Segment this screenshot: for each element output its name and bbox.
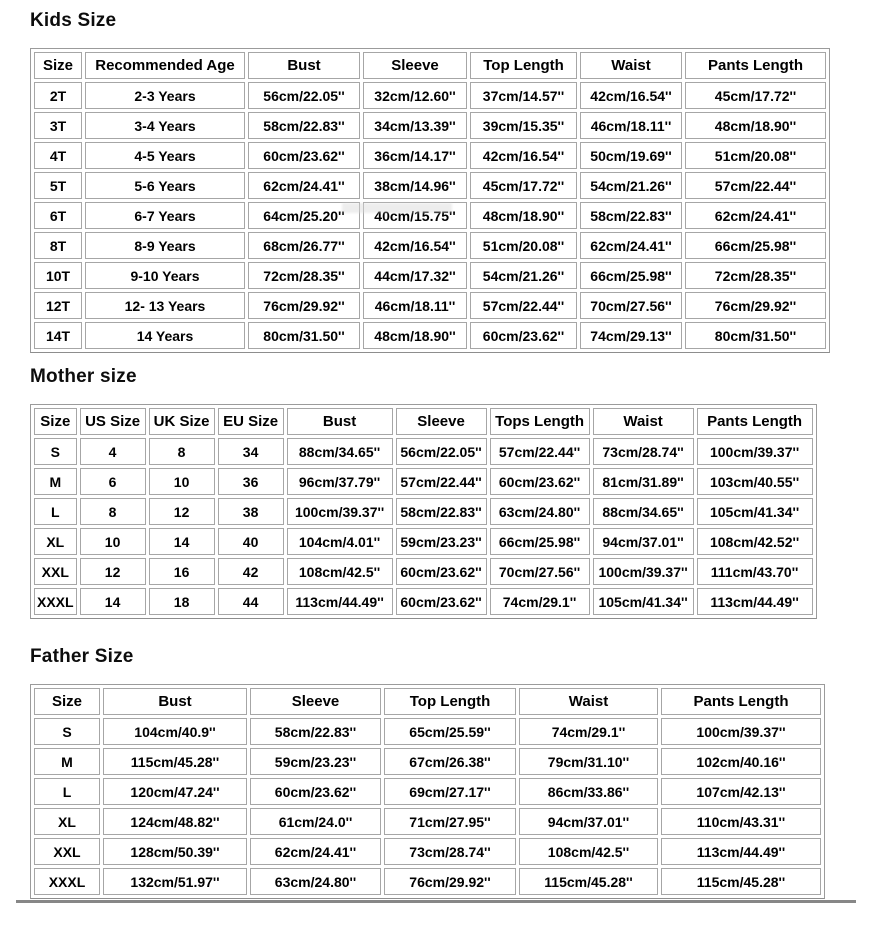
table-cell: 115cm/45.28''	[661, 868, 821, 895]
table-cell: 6	[80, 468, 146, 495]
table-cell: 10T	[34, 262, 82, 289]
mother-size-title: Mother size	[30, 366, 137, 387]
table-cell: 4T	[34, 142, 82, 169]
table-cell: 44cm/17.32''	[363, 262, 467, 289]
column-header: Recommended Age	[85, 52, 245, 79]
table-cell: 8T	[34, 232, 82, 259]
kids-size-title: Kids Size	[30, 10, 117, 31]
column-header: Waist	[519, 688, 658, 715]
table-cell: 80cm/31.50''	[248, 322, 360, 349]
table-cell: 57cm/22.44''	[470, 292, 577, 319]
table-cell: 108cm/42.5''	[519, 838, 658, 865]
table-cell: 100cm/39.37''	[287, 498, 393, 525]
table-cell: 69cm/27.17''	[384, 778, 516, 805]
table-cell: 48cm/18.90''	[685, 112, 826, 139]
table-cell: 9-10 Years	[85, 262, 245, 289]
table-cell: 54cm/21.26''	[580, 172, 682, 199]
table-cell: 45cm/17.72''	[685, 82, 826, 109]
table-cell: 73cm/28.74''	[593, 438, 694, 465]
column-header: Top Length	[384, 688, 516, 715]
table-cell: 62cm/24.41''	[685, 202, 826, 229]
table-cell: 58cm/22.83''	[396, 498, 487, 525]
table-cell: 115cm/45.28''	[519, 868, 658, 895]
column-header: Bust	[103, 688, 247, 715]
table-cell: 38	[218, 498, 284, 525]
table-cell: 74cm/29.1''	[490, 588, 590, 615]
table-cell: 108cm/42.52''	[697, 528, 813, 555]
table-cell: 59cm/23.23''	[396, 528, 487, 555]
table-cell: 105cm/41.34''	[593, 588, 694, 615]
table-cell: 51cm/20.08''	[685, 142, 826, 169]
column-header: Waist	[593, 408, 694, 435]
table-cell: 128cm/50.39''	[103, 838, 247, 865]
table-cell: 10	[149, 468, 215, 495]
table-cell: 48cm/18.90''	[363, 322, 467, 349]
table-cell: 80cm/31.50''	[685, 322, 826, 349]
table-cell: 76cm/29.92''	[384, 868, 516, 895]
table-cell: 81cm/31.89''	[593, 468, 694, 495]
table-cell: 68cm/26.77''	[248, 232, 360, 259]
table-row	[34, 778, 821, 805]
table-cell: 32cm/12.60''	[363, 82, 467, 109]
table-cell: 100cm/39.37''	[593, 558, 694, 585]
table-cell: 34cm/13.39''	[363, 112, 467, 139]
table-cell: 14 Years	[85, 322, 245, 349]
header-row	[34, 688, 821, 715]
column-header: Top Length	[470, 52, 577, 79]
table-cell: 5T	[34, 172, 82, 199]
table-cell: 76cm/29.92''	[248, 292, 360, 319]
header-row	[34, 408, 813, 435]
table-cell: 14	[80, 588, 146, 615]
table-cell: 74cm/29.1''	[519, 718, 658, 745]
table-cell: 56cm/22.05''	[248, 82, 360, 109]
table-cell: 3-4 Years	[85, 112, 245, 139]
table-cell: 10	[80, 528, 146, 555]
table-cell: 40	[218, 528, 284, 555]
table-cell: 60cm/23.62''	[248, 142, 360, 169]
table-cell: 48cm/18.90''	[470, 202, 577, 229]
section-mother-size	[0, 366, 872, 619]
table-cell: 45cm/17.72''	[470, 172, 577, 199]
column-header: Bust	[287, 408, 393, 435]
table-cell: 58cm/22.83''	[248, 112, 360, 139]
table-cell: 61cm/24.0''	[250, 808, 381, 835]
table-cell: 64cm/25.20''	[248, 202, 360, 229]
table-cell: 111cm/43.70''	[697, 558, 813, 585]
table-cell: 37cm/14.57''	[470, 82, 577, 109]
table-cell: 113cm/44.49''	[697, 588, 813, 615]
table-cell: 73cm/28.74''	[384, 838, 516, 865]
table-cell: 74cm/29.13''	[580, 322, 682, 349]
table-cell: 103cm/40.55''	[697, 468, 813, 495]
table-row	[34, 82, 826, 109]
table-cell: 63cm/24.80''	[250, 868, 381, 895]
table-cell: 62cm/24.41''	[580, 232, 682, 259]
table-cell: 115cm/45.28''	[103, 748, 247, 775]
table-cell: 100cm/39.37''	[661, 718, 821, 745]
table-row	[34, 172, 826, 199]
column-header: Sleeve	[250, 688, 381, 715]
table-cell: 46cm/18.11''	[580, 112, 682, 139]
table-cell: 12	[149, 498, 215, 525]
table-cell: 4-5 Years	[85, 142, 245, 169]
table-row	[34, 262, 826, 289]
table-cell: 57cm/22.44''	[685, 172, 826, 199]
table-cell: 18	[149, 588, 215, 615]
table-cell: 42cm/16.54''	[580, 82, 682, 109]
bottom-divider	[16, 900, 856, 903]
table-cell: 62cm/24.41''	[250, 838, 381, 865]
column-header: Sleeve	[396, 408, 487, 435]
table-cell: L	[34, 778, 100, 805]
table-row	[34, 142, 826, 169]
column-header: Sleeve	[363, 52, 467, 79]
table-cell: S	[34, 438, 77, 465]
column-header: Pants Length	[685, 52, 826, 79]
table-cell: 107cm/42.13''	[661, 778, 821, 805]
table-cell: XL	[34, 528, 77, 555]
table-row	[34, 528, 813, 555]
table-cell: 56cm/22.05''	[396, 438, 487, 465]
table-cell: 60cm/23.62''	[396, 588, 487, 615]
table-cell: 67cm/26.38''	[384, 748, 516, 775]
column-header: Waist	[580, 52, 682, 79]
table-cell: 12T	[34, 292, 82, 319]
table-cell: 14T	[34, 322, 82, 349]
table-cell: 62cm/24.41''	[248, 172, 360, 199]
table-cell: 110cm/43.31''	[661, 808, 821, 835]
table-cell: 57cm/22.44''	[490, 438, 590, 465]
table-cell: 51cm/20.08''	[470, 232, 577, 259]
table-cell: 72cm/28.35''	[248, 262, 360, 289]
table-cell: 96cm/37.79''	[287, 468, 393, 495]
table-cell: 34	[218, 438, 284, 465]
table-cell: 12	[80, 558, 146, 585]
table-cell: 12- 13 Years	[85, 292, 245, 319]
table-cell: 104cm/40.9''	[103, 718, 247, 745]
table-cell: 66cm/25.98''	[580, 262, 682, 289]
table-cell: 94cm/37.01''	[593, 528, 694, 555]
father-size-title: Father Size	[30, 646, 134, 667]
column-header: Size	[34, 408, 77, 435]
table-cell: 42cm/16.54''	[363, 232, 467, 259]
section-kids-size	[0, 10, 872, 353]
table-cell: 58cm/22.83''	[250, 718, 381, 745]
column-header: EU Size	[218, 408, 284, 435]
table-row	[34, 498, 813, 525]
table-cell: 60cm/23.62''	[250, 778, 381, 805]
table-cell: 71cm/27.95''	[384, 808, 516, 835]
table-cell: 79cm/31.10''	[519, 748, 658, 775]
table-row	[34, 558, 813, 585]
table-cell: 113cm/44.49''	[287, 588, 393, 615]
table-cell: 36	[218, 468, 284, 495]
table-cell: 100cm/39.37''	[697, 438, 813, 465]
table-cell: M	[34, 468, 77, 495]
table-cell: 44	[218, 588, 284, 615]
table-row	[34, 292, 826, 319]
table-cell: 86cm/33.86''	[519, 778, 658, 805]
table-cell: 5-6 Years	[85, 172, 245, 199]
table-row	[34, 748, 821, 775]
table-cell: 124cm/48.82''	[103, 808, 247, 835]
table-cell: 42cm/16.54''	[470, 142, 577, 169]
table-cell: 102cm/40.16''	[661, 748, 821, 775]
column-header: Pants Length	[697, 408, 813, 435]
table-cell: XXL	[34, 558, 77, 585]
table-cell: 57cm/22.44''	[396, 468, 487, 495]
table-row	[34, 112, 826, 139]
table-cell: M	[34, 748, 100, 775]
table-row	[34, 838, 821, 865]
table-row	[34, 588, 813, 615]
table-cell: 3T	[34, 112, 82, 139]
table-cell: L	[34, 498, 77, 525]
table-cell: XXXL	[34, 868, 100, 895]
table-cell: 8-9 Years	[85, 232, 245, 259]
table-row	[34, 202, 826, 229]
table-cell: 16	[149, 558, 215, 585]
table-cell: 6T	[34, 202, 82, 229]
table-cell: XXXL	[34, 588, 77, 615]
table-row	[34, 868, 821, 895]
table-cell: 88cm/34.65''	[287, 438, 393, 465]
table-cell: 66cm/25.98''	[685, 232, 826, 259]
table-cell: 60cm/23.62''	[396, 558, 487, 585]
column-header: Size	[34, 52, 82, 79]
table-cell: 8	[80, 498, 146, 525]
column-header: UK Size	[149, 408, 215, 435]
table-cell: 2-3 Years	[85, 82, 245, 109]
table-row	[34, 232, 826, 259]
table-row	[34, 468, 813, 495]
table-cell: 105cm/41.34''	[697, 498, 813, 525]
table-cell: 14	[149, 528, 215, 555]
table-cell: 60cm/23.62''	[490, 468, 590, 495]
table-cell: 6-7 Years	[85, 202, 245, 229]
table-cell: 50cm/19.69''	[580, 142, 682, 169]
table-cell: XL	[34, 808, 100, 835]
table-cell: 46cm/18.11''	[363, 292, 467, 319]
table-cell: 58cm/22.83''	[580, 202, 682, 229]
table-cell: 60cm/23.62''	[470, 322, 577, 349]
table-cell: S	[34, 718, 100, 745]
column-header: Tops Length	[490, 408, 590, 435]
table-cell: 132cm/51.97''	[103, 868, 247, 895]
column-header: US Size	[80, 408, 146, 435]
table-cell: 72cm/28.35''	[685, 262, 826, 289]
section-father-size	[0, 646, 872, 899]
table-cell: 65cm/25.59''	[384, 718, 516, 745]
table-cell: 8	[149, 438, 215, 465]
table-cell: 2T	[34, 82, 82, 109]
table-cell: XXL	[34, 838, 100, 865]
header-row	[34, 52, 826, 79]
column-header: Size	[34, 688, 100, 715]
father-size-table	[30, 684, 825, 899]
table-cell: 36cm/14.17''	[363, 142, 467, 169]
table-cell: 42	[218, 558, 284, 585]
table-cell: 54cm/21.26''	[470, 262, 577, 289]
kids-size-table	[30, 48, 830, 353]
column-header: Bust	[248, 52, 360, 79]
table-cell: 76cm/29.92''	[685, 292, 826, 319]
table-cell: 70cm/27.56''	[580, 292, 682, 319]
table-cell: 39cm/15.35''	[470, 112, 577, 139]
table-cell: 94cm/37.01''	[519, 808, 658, 835]
table-cell: 40cm/15.75''	[363, 202, 467, 229]
mother-size-table	[30, 404, 817, 619]
table-cell: 4	[80, 438, 146, 465]
table-row	[34, 808, 821, 835]
table-cell: 108cm/42.5''	[287, 558, 393, 585]
table-cell: 66cm/25.98''	[490, 528, 590, 555]
table-row	[34, 718, 821, 745]
column-header: Pants Length	[661, 688, 821, 715]
table-cell: 59cm/23.23''	[250, 748, 381, 775]
table-cell: 113cm/44.49''	[661, 838, 821, 865]
table-cell: 120cm/47.24''	[103, 778, 247, 805]
table-cell: 38cm/14.96''	[363, 172, 467, 199]
table-cell: 104cm/4.01''	[287, 528, 393, 555]
table-row	[34, 438, 813, 465]
table-cell: 70cm/27.56''	[490, 558, 590, 585]
table-cell: 63cm/24.80''	[490, 498, 590, 525]
table-row	[34, 322, 826, 349]
table-cell: 88cm/34.65''	[593, 498, 694, 525]
